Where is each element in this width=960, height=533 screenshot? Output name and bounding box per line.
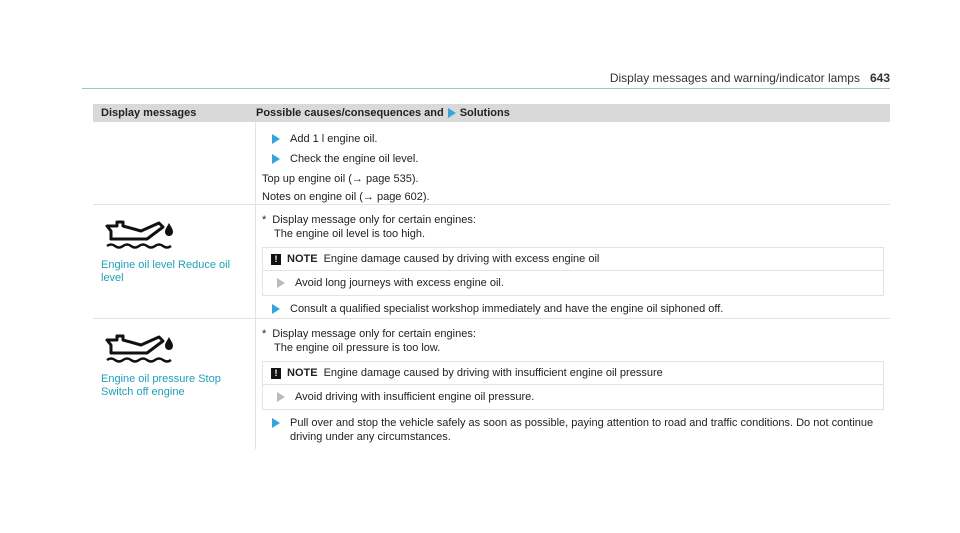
table-row bbox=[93, 122, 890, 205]
availability-note: * Display message only for certain engines: bbox=[262, 214, 476, 226]
solution-cell bbox=[256, 319, 890, 449]
page-number: 643 bbox=[869, 71, 890, 85]
note-box bbox=[262, 361, 884, 410]
solution-cell bbox=[256, 205, 890, 318]
note-label: NOTE bbox=[287, 253, 318, 265]
warning-icon: ! bbox=[271, 254, 281, 265]
note-box bbox=[262, 247, 884, 296]
message-cell bbox=[93, 122, 256, 204]
list-item: Check the engine oil level. bbox=[272, 152, 890, 166]
table-header bbox=[93, 104, 890, 122]
bullet-arrow-icon bbox=[272, 154, 280, 164]
col-display-messages: Display messages bbox=[101, 107, 197, 119]
table-row bbox=[93, 319, 890, 449]
col2-label: Possible causes/consequences and bbox=[256, 107, 444, 119]
solution-arrow-icon bbox=[448, 108, 456, 118]
bullet-arrow-icon bbox=[277, 392, 285, 402]
list-item: Consult a qualified specialist workshop immediately and have the engine oil siphoned off. bbox=[272, 302, 890, 316]
message-cell bbox=[93, 319, 256, 449]
warning-icon: ! bbox=[271, 368, 281, 379]
engine-oil-pressure-icon bbox=[103, 331, 181, 365]
note-label: NOTE bbox=[287, 367, 318, 379]
cross-reference[interactable]: Notes on engine oil (→ page 602). bbox=[262, 191, 430, 203]
page-header bbox=[610, 71, 890, 85]
solution-cell bbox=[256, 122, 890, 204]
list-item: Avoid long journeys with excess engine oil. bbox=[277, 276, 883, 290]
bullet-arrow-icon bbox=[272, 304, 280, 314]
col-causes-solutions bbox=[256, 107, 890, 119]
bullet-arrow-icon bbox=[272, 134, 280, 144]
table-row bbox=[93, 205, 890, 319]
cause-text: The engine oil pressure is too low. bbox=[274, 342, 441, 354]
note-text: Engine damage caused by driving with excess engine oil bbox=[323, 253, 600, 265]
messages-table bbox=[93, 104, 890, 449]
note-text: Engine damage caused by driving with insufficient engine oil pressure bbox=[323, 367, 663, 379]
cross-reference[interactable]: Top up engine oil (→ page 535). bbox=[262, 173, 419, 185]
bullet-arrow-icon bbox=[277, 278, 285, 288]
list-item: Avoid driving with insufficient engine oil pressure. bbox=[277, 390, 883, 404]
list-item: Pull over and stop the vehicle safely as soon as possible, paying attention to road and traffic conditions. Do not continue driving under any circumstances. bbox=[272, 416, 890, 444]
engine-oil-level-icon bbox=[103, 217, 181, 251]
availability-note: * Display message only for certain engines: bbox=[262, 328, 476, 340]
cause-text: The engine oil level is too high. bbox=[274, 228, 426, 240]
message-cell bbox=[93, 205, 256, 318]
bullet-arrow-icon bbox=[272, 418, 280, 428]
section-title: Display messages and warning/indicator lamps bbox=[609, 71, 860, 85]
display-message-text: Engine oil level Reduce oil level bbox=[101, 259, 231, 284]
display-message-text: Engine oil pressure Stop Switch off engine bbox=[101, 373, 221, 398]
list-item: Add 1 l engine oil. bbox=[272, 132, 890, 146]
col2-suffix: Solutions bbox=[459, 107, 510, 119]
header-rule bbox=[82, 88, 890, 89]
